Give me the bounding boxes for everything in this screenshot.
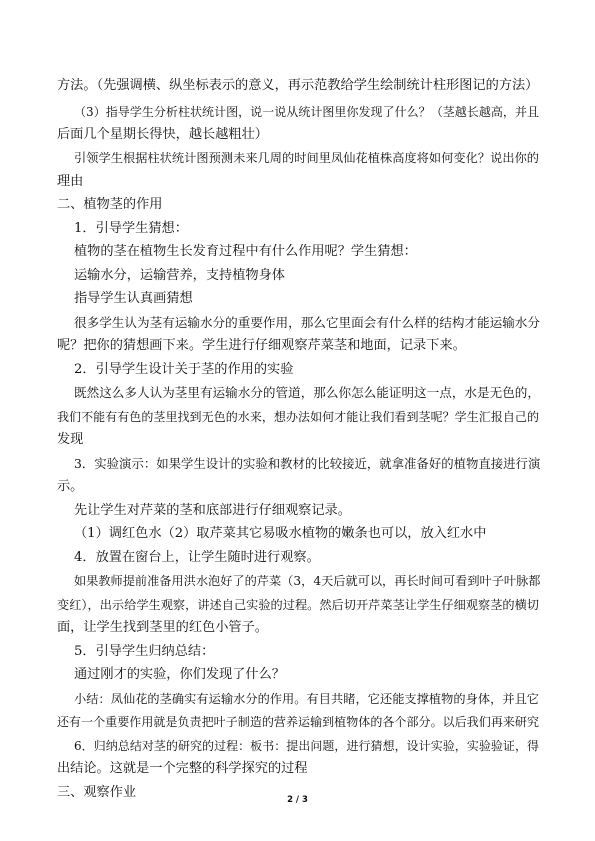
- text-line: 指导学生认真画猜想: [74, 291, 193, 306]
- text-line: 如果教师提前准备用洪水泡好了的芹菜（3，4天后就可以，再长时间可看到叶子叶脉都: [74, 574, 541, 588]
- text-line: 植物的茎在植物生长发育过程中有什么作用呢？学生猜想：: [74, 244, 417, 259]
- text-line: 先让学生对芹菜的茎和底部进行仔细观察记录。: [74, 503, 351, 518]
- text-line: 小结：凤仙花的茎确实有运输水分的作用。有目共睹，它还能支撑植物的身体，并且它: [74, 692, 539, 706]
- text-line: 运输水分，运输营养，支持植物身体: [74, 268, 285, 283]
- text-line: 理由: [57, 174, 84, 189]
- text-line: 引领学生根据柱状统计图预测未来几周的时间里凤仙花植株高度将如何变化？说出你的: [74, 151, 539, 165]
- text-line: 3．实验演示：如果学生设计的实验和教材的比较接近，就拿准备好的植物直接进行演: [74, 456, 541, 471]
- text-line: 面，让学生找到茎里的红色小管子。: [57, 620, 268, 635]
- text-line: 发现: [57, 432, 84, 447]
- text-line: 变红），出示给学生观察，讲述自己实验的过程。然后切开芹菜茎让学生仔细观察茎的横切: [57, 598, 539, 612]
- text-line: 还有一个重要作用就是负责把叶子制造的营养运输到植物体的各个部分。以后我们再来研究: [57, 715, 539, 729]
- text-line: 1．引导学生猜想：: [74, 221, 188, 236]
- section-heading: 三、观察作业: [57, 785, 137, 800]
- text-line: （1）调红色水（2）取芹菜其它易吸水植物的嫩条也可以，放入红水中: [74, 526, 487, 541]
- text-line: 通过刚才的实验，你们发现了什么？: [74, 667, 285, 682]
- text-line: 既然这么多人认为茎里有运输水分的管道，那么你怎么能证明这一点，水是无色的，: [74, 385, 540, 400]
- page-number: 2 / 3: [287, 795, 308, 805]
- section-heading: 二、植物茎的作用: [57, 197, 163, 212]
- text-line: 5．引导学生归纳总结：: [74, 644, 215, 659]
- text-line: 方法。（先强调横、纵坐标表示的意义，再示范教给学生绘制统计柱形图记的方法）: [57, 78, 539, 93]
- text-line: 4．放置在窗台上，让学生随时进行观察。: [74, 550, 320, 565]
- text-line: 我们不能有有色的茎里找到无色的水来，想办法如何才能让我们看到茎呢？学生汇报自己的: [57, 410, 539, 424]
- text-line: 后面几个星期长得快，越长越粗壮）: [57, 127, 268, 142]
- text-line: 6．归纳总结对茎的研究的过程：板书：提出问题，进行猜想，设计实验，实验验证，得: [74, 739, 539, 753]
- text-line: 呢？把你的猜想画下来。学生进行仔细观察芹菜茎和地面，记录下来。: [57, 338, 466, 353]
- text-line: 出结论。这就是一个完整的科学探究的过程: [57, 761, 308, 776]
- text-line: 很多学生认为茎有运输水分的重要作用，那么它里面会有什么样的结构才能运输水分: [74, 315, 540, 330]
- text-line: （3）指导学生分析柱状统计图，说一说从统计图里你发现了什么？（茎越长越高，并且: [74, 105, 539, 119]
- text-line: 示。: [57, 479, 84, 494]
- text-line: 2．引导学生设计关于茎的作用的实验: [74, 362, 294, 377]
